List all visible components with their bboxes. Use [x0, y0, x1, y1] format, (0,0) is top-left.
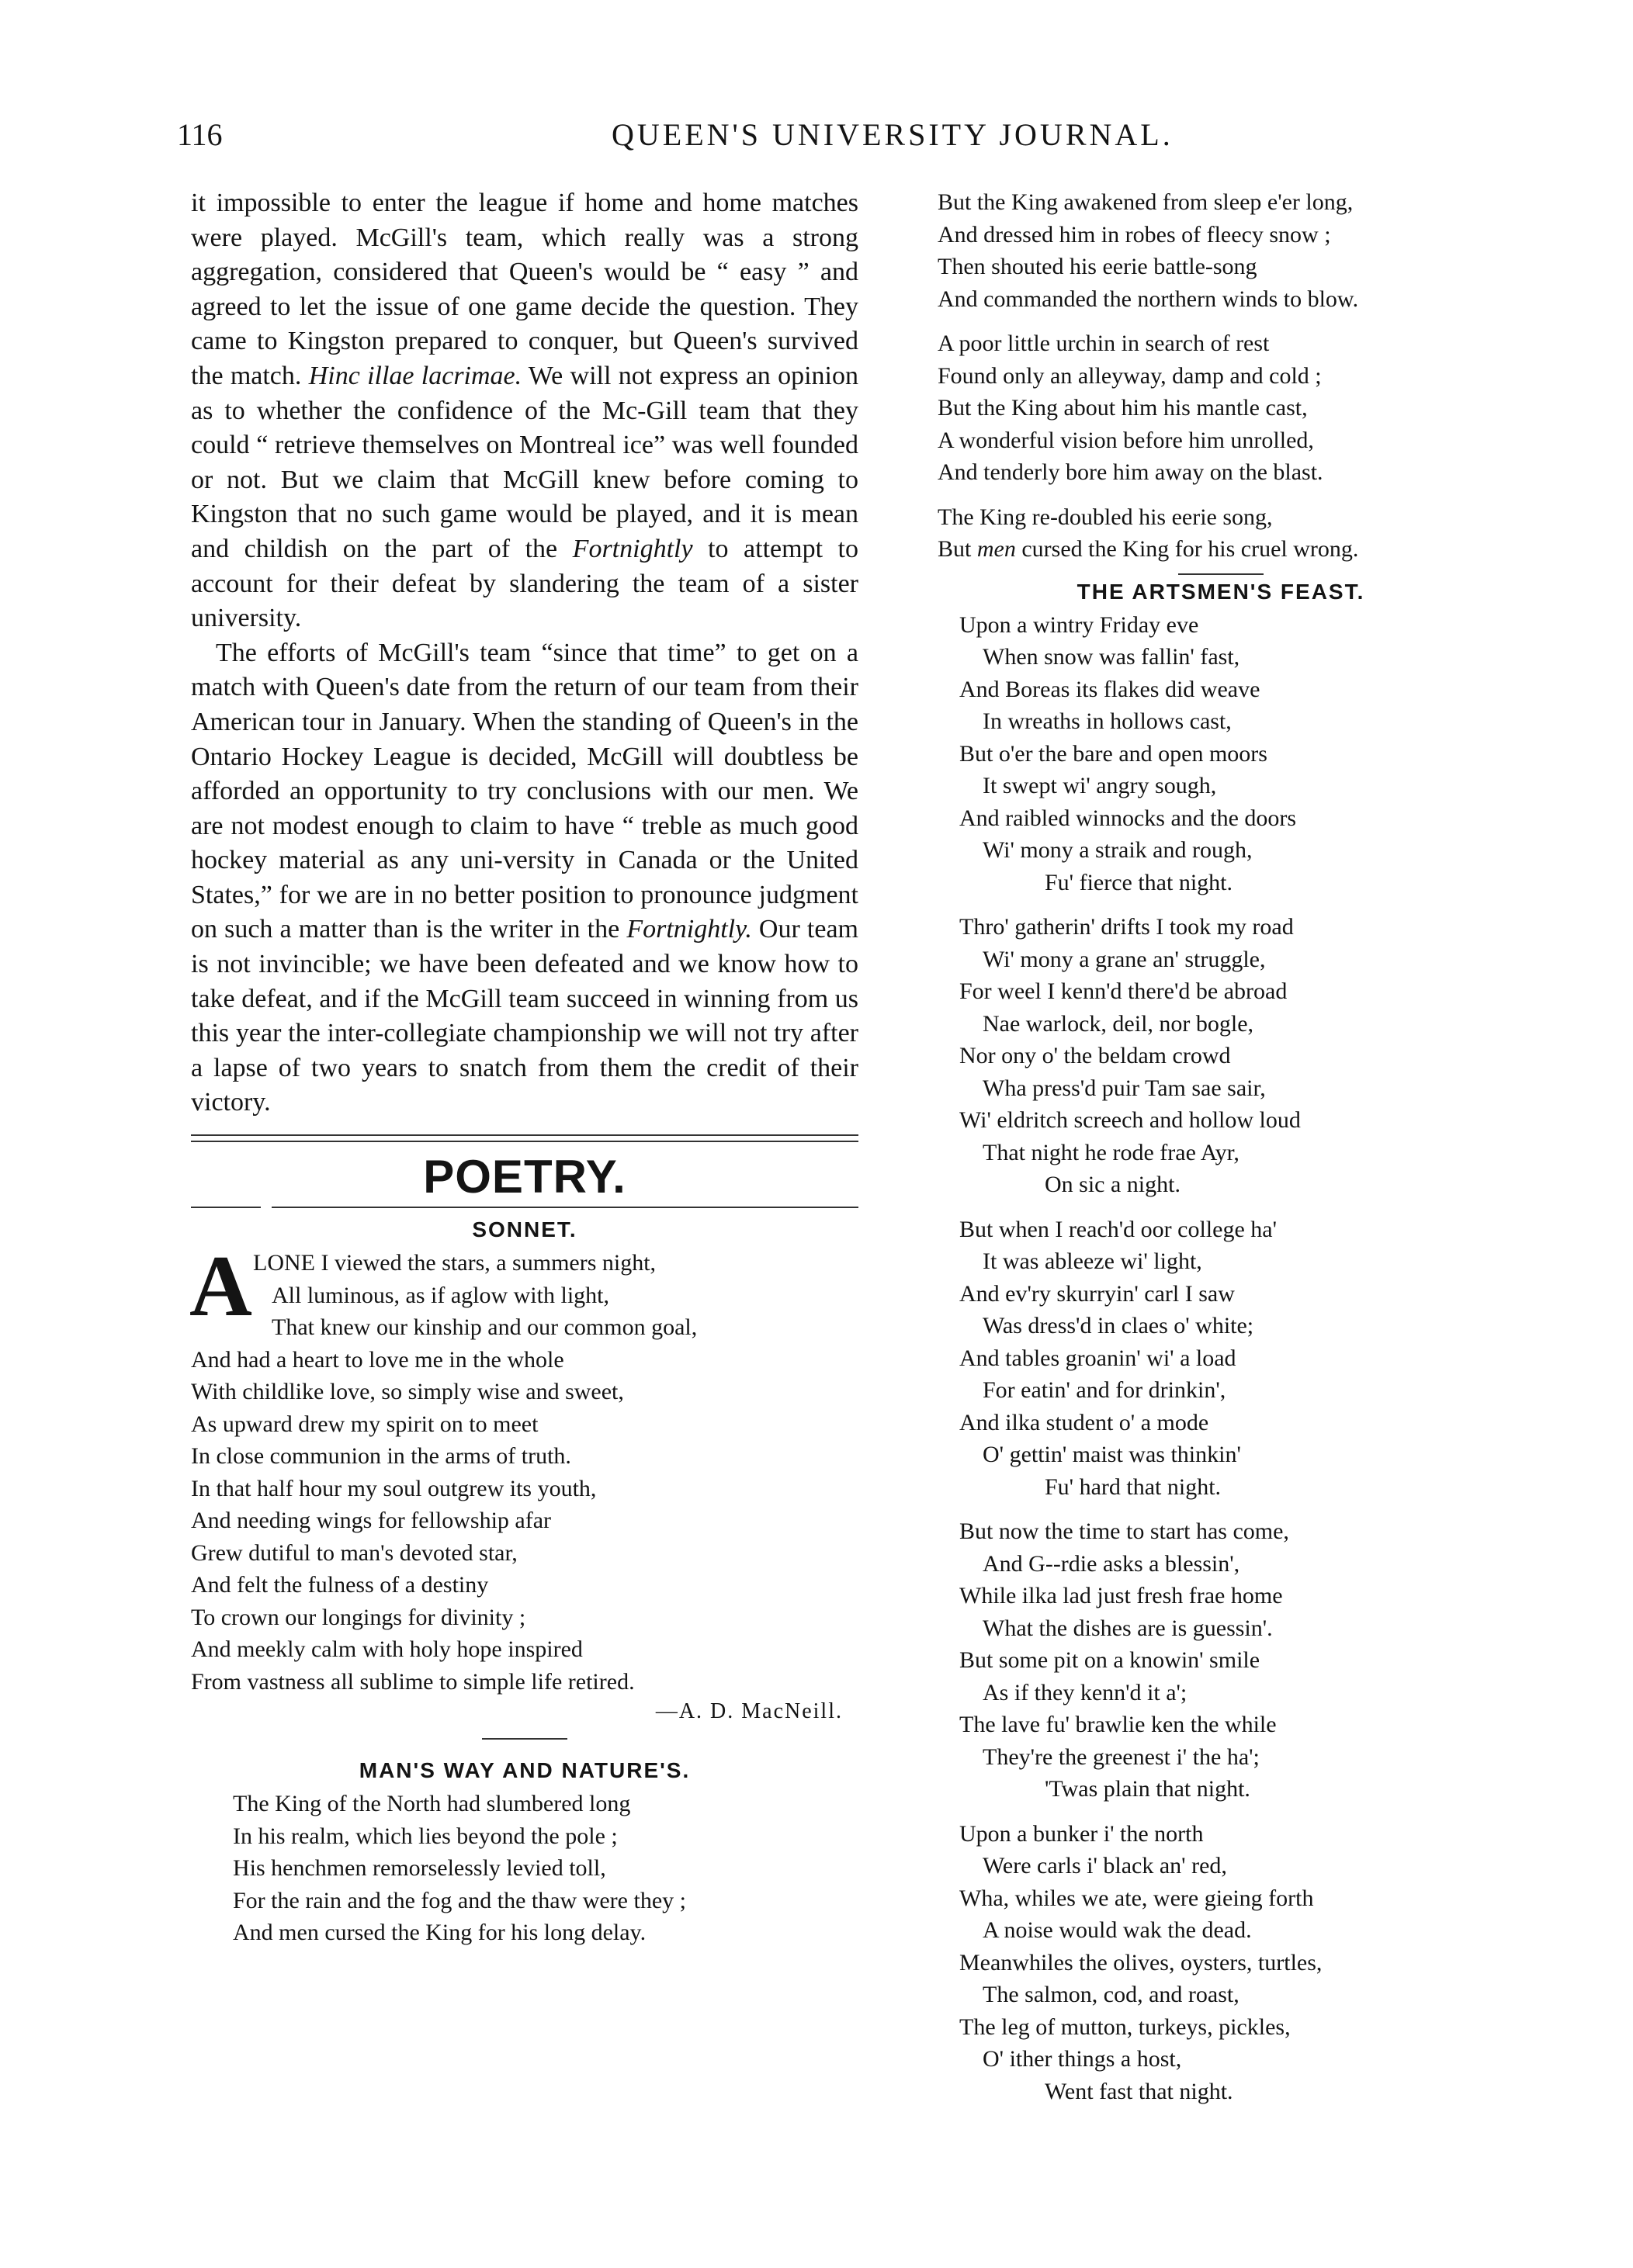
verse-line: The King of the North had slumbered long	[233, 1791, 631, 1817]
verse-line: To crown our longings for divinity ;	[191, 1604, 526, 1630]
verse-line: While ilka lad just fresh frae home	[959, 1583, 1283, 1608]
verse-line: Went fast that night.	[1045, 2078, 1233, 2104]
verse-line: A poor little urchin in search of rest	[938, 331, 1270, 356]
verse-line: And men cursed the King for his long delay.	[233, 1920, 647, 1946]
verse-line: And raibled winnocks and the doors	[959, 805, 1297, 831]
verse-line: Meanwhiles the olives, oysters, turtles,	[959, 1949, 1323, 1975]
verse-line: What the dishes are is guessin'.	[983, 1615, 1273, 1641]
article-body	[191, 186, 858, 1120]
verse-line: And tables groanin' wi' a load	[959, 1345, 1236, 1371]
article-paragraph: it impossible to enter the league if home and home matches were played. McGill's team, which really was a strong aggregation, considered that Queen's would be “ easy ” and agreed to let the issue of one game decide the question. They came to Kingston prepared to conquer, but Queen's survived the match. Hinc illae lacrimae. We will not express an opinion as to whether the confidence of the Mc-Gill team that they could “ retrieve themselves on Montreal ice” was well founded or not. But we claim that McGill knew before coming to Kingston that no such game would be played, and it is mean and childish on the part of the Fortnightly to attempt to account for their defeat by slandering the team of a sister university.	[191, 189, 858, 633]
stanza	[938, 327, 1504, 489]
verse-line: And meekly calm with holy hope inspired	[191, 1636, 583, 1663]
verse-line: When snow was fallin' fast,	[983, 644, 1240, 670]
verse-line: With childlike love, so simply wise and sweet,	[191, 1379, 624, 1405]
verse-line: For the rain and the fog and the thaw were they ;	[233, 1887, 686, 1913]
verse-line: And tenderly bore him away on the blast.	[938, 459, 1323, 485]
verse-line: That night he rode frae Ayr,	[983, 1139, 1239, 1165]
verse-line: In close communion in the arms of truth.	[191, 1443, 571, 1470]
verse-line: Nor ony o' the beldam crowd	[959, 1043, 1231, 1068]
poetry-heading: POETRY.	[423, 1151, 626, 1203]
verse-line: Fu' hard that night.	[1045, 1473, 1222, 1500]
stanza	[959, 1214, 1504, 1504]
verse-line: And dressed him in robes of fleecy snow ;	[938, 221, 1331, 248]
verse-line: The salmon, cod, and roast,	[983, 1982, 1239, 2007]
verse-line: It swept wi' angry sough,	[983, 773, 1217, 798]
mans-way-title: MAN'S WAY AND NATURE'S.	[359, 1758, 691, 1783]
verse-line: All luminous, as if aglow with light,	[272, 1282, 609, 1308]
section-divider	[191, 1134, 858, 1142]
verse-line: In his realm, which lies beyond the pole ;	[233, 1823, 618, 1849]
verse-line: On sic a night.	[1045, 1172, 1181, 1197]
left-column	[191, 186, 858, 1949]
verse-line: And needing wings for fellowship afar	[191, 1508, 552, 1534]
verse-line: But the King about him his mantle cast,	[938, 395, 1308, 421]
verse-line: Wha press'd puir Tam sae sair,	[983, 1075, 1266, 1101]
verse-line: But men cursed the King for his cruel wrong.	[938, 536, 1359, 562]
stanza	[959, 911, 1504, 1201]
verse-line: The leg of mutton, turkeys, pickles,	[959, 2013, 1291, 2040]
verse-line: A noise would wak the dead.	[983, 1917, 1252, 1943]
verse-line: Wi' eldritch screech and hollow loud	[959, 1107, 1301, 1133]
verse-line: LONE I viewed the stars, a summers night,	[253, 1250, 657, 1276]
right-column	[938, 186, 1504, 2107]
verse-line: Wi' mony a grane an' struggle,	[983, 946, 1266, 972]
verse-line: But the King awakened from sleep e'er long,	[938, 189, 1354, 215]
verse-line: But now the time to start has come,	[959, 1518, 1289, 1544]
stanza	[959, 609, 1504, 899]
verse-line: But some pit on a knowin' smile	[959, 1647, 1260, 1673]
artsmen-title: THE ARTSMEN'S FEAST.	[1077, 579, 1365, 604]
mans-way-stanza	[191, 1788, 858, 1949]
poem-divider	[482, 1738, 567, 1740]
verse-line: And Boreas its flakes did weave	[959, 676, 1260, 702]
drop-cap: A	[189, 1238, 252, 1335]
article-paragraph: The efforts of McGill's team “since that time” to get on a match with Queen's date from the return of our team from their American tour in January. When the standing of Queen's in the Ontario Hockey League is decided, McGill will doubtless be afforded an opportunity to try conclusions with our men. We are not modest enough to claim to have “ treble as much good hockey material as any uni-versity in Canada or the United States,” for we are in no better position to pronounce judgment on such a matter than is the writer in the Fortnightly. Our team is not invincible; we have been defeated and we know how to take defeat, and if the McGill team succeed in winning from us this year the inter-collegiate championship we will not try after a lapse of two years to snatch from them the credit of their victory.	[191, 638, 858, 1117]
verse-line: And felt the fulness of a destiny	[191, 1572, 489, 1598]
verse-line: From vastness all sublime to simple life retired.	[191, 1668, 635, 1695]
journal-title: QUEEN'S UNIVERSITY JOURNAL.	[612, 117, 1174, 152]
verse-line: They're the greenest i' the ha';	[983, 1743, 1260, 1770]
verse-line: Upon a wintry Friday eve	[959, 611, 1199, 638]
verse-line: Found only an alleyway, damp and cold ;	[938, 362, 1322, 389]
verse-line: His henchmen remorselessly levied toll,	[233, 1855, 606, 1882]
verse-line: Wha, whiles we ate, were gieing forth	[959, 1885, 1314, 1911]
poem-divider	[1178, 573, 1264, 575]
page-number: 116	[177, 117, 223, 152]
stanza	[938, 501, 1504, 566]
verse-line: O' gettin' maist was thinkin'	[983, 1442, 1241, 1467]
verse-line: Grew dutiful to man's devoted star,	[191, 1539, 518, 1566]
verse-line: A wonderful vision before him unrolled,	[938, 427, 1314, 453]
poem-author: —A. D. MacNeill.	[655, 1699, 843, 1724]
verse-line: The lave fu' brawlie ken the while	[959, 1712, 1277, 1737]
sonnet-body	[189, 1238, 858, 1698]
verse-line: The King re-doubled his eerie song,	[938, 504, 1273, 530]
heading-rule	[191, 1207, 858, 1208]
verse-line: Upon a bunker i' the north	[959, 1820, 1204, 1847]
verse-line: That knew our kinship and our common goal,	[272, 1314, 698, 1341]
verse-line: And ilka student o' a mode	[959, 1409, 1209, 1435]
sonnet-title: SONNET.	[472, 1217, 577, 1242]
verse-line: It was ableeze wi' light,	[983, 1248, 1202, 1274]
verse-line: Thro' gatherin' drifts I took my road	[959, 914, 1294, 940]
verse-line: And G--rdie asks a blessin',	[983, 1550, 1240, 1577]
verse-line: Nae warlock, deil, nor bogle,	[983, 1010, 1254, 1037]
verse-line: As if they kenn'd it a';	[983, 1679, 1187, 1705]
verse-line: For eatin' and for drinkin',	[983, 1377, 1226, 1403]
verse-line: And ev'ry skurryin' carl I saw	[959, 1280, 1235, 1307]
artsmen-poem	[938, 609, 1504, 2108]
verse-line: But when I reach'd oor college ha'	[959, 1216, 1277, 1242]
verse-line: As upward drew my spirit on to meet	[191, 1411, 539, 1437]
verse-line: O' ither things a host,	[983, 2046, 1182, 2072]
verse-line: Was dress'd in claes o' white;	[983, 1313, 1254, 1338]
verse-line: In wreaths in hollows cast,	[983, 708, 1232, 734]
stanza	[959, 1818, 1504, 2108]
verse-line: Then shouted his eerie battle-song	[938, 254, 1257, 279]
verse-line: For weel I kenn'd there'd be abroad	[959, 978, 1288, 1004]
stanza	[959, 1515, 1504, 1806]
verse-line: In that half hour my soul outgrew its youth,	[191, 1475, 597, 1501]
verse-line: And commanded the northern winds to blow.	[938, 286, 1359, 312]
verse-line: 'Twas plain that night.	[1045, 1776, 1250, 1802]
verse-line: Were carls i' black an' red,	[983, 1853, 1227, 1878]
verse-line: And had a heart to love me in the whole	[191, 1346, 564, 1373]
verse-line: Fu' fierce that night.	[1045, 869, 1233, 895]
page-header	[177, 116, 1465, 163]
stanza	[938, 186, 1504, 315]
verse-line: Wi' mony a straik and rough,	[983, 837, 1253, 863]
mans-way-continued	[938, 186, 1504, 566]
verse-line: But o'er the bare and open moors	[959, 740, 1267, 767]
